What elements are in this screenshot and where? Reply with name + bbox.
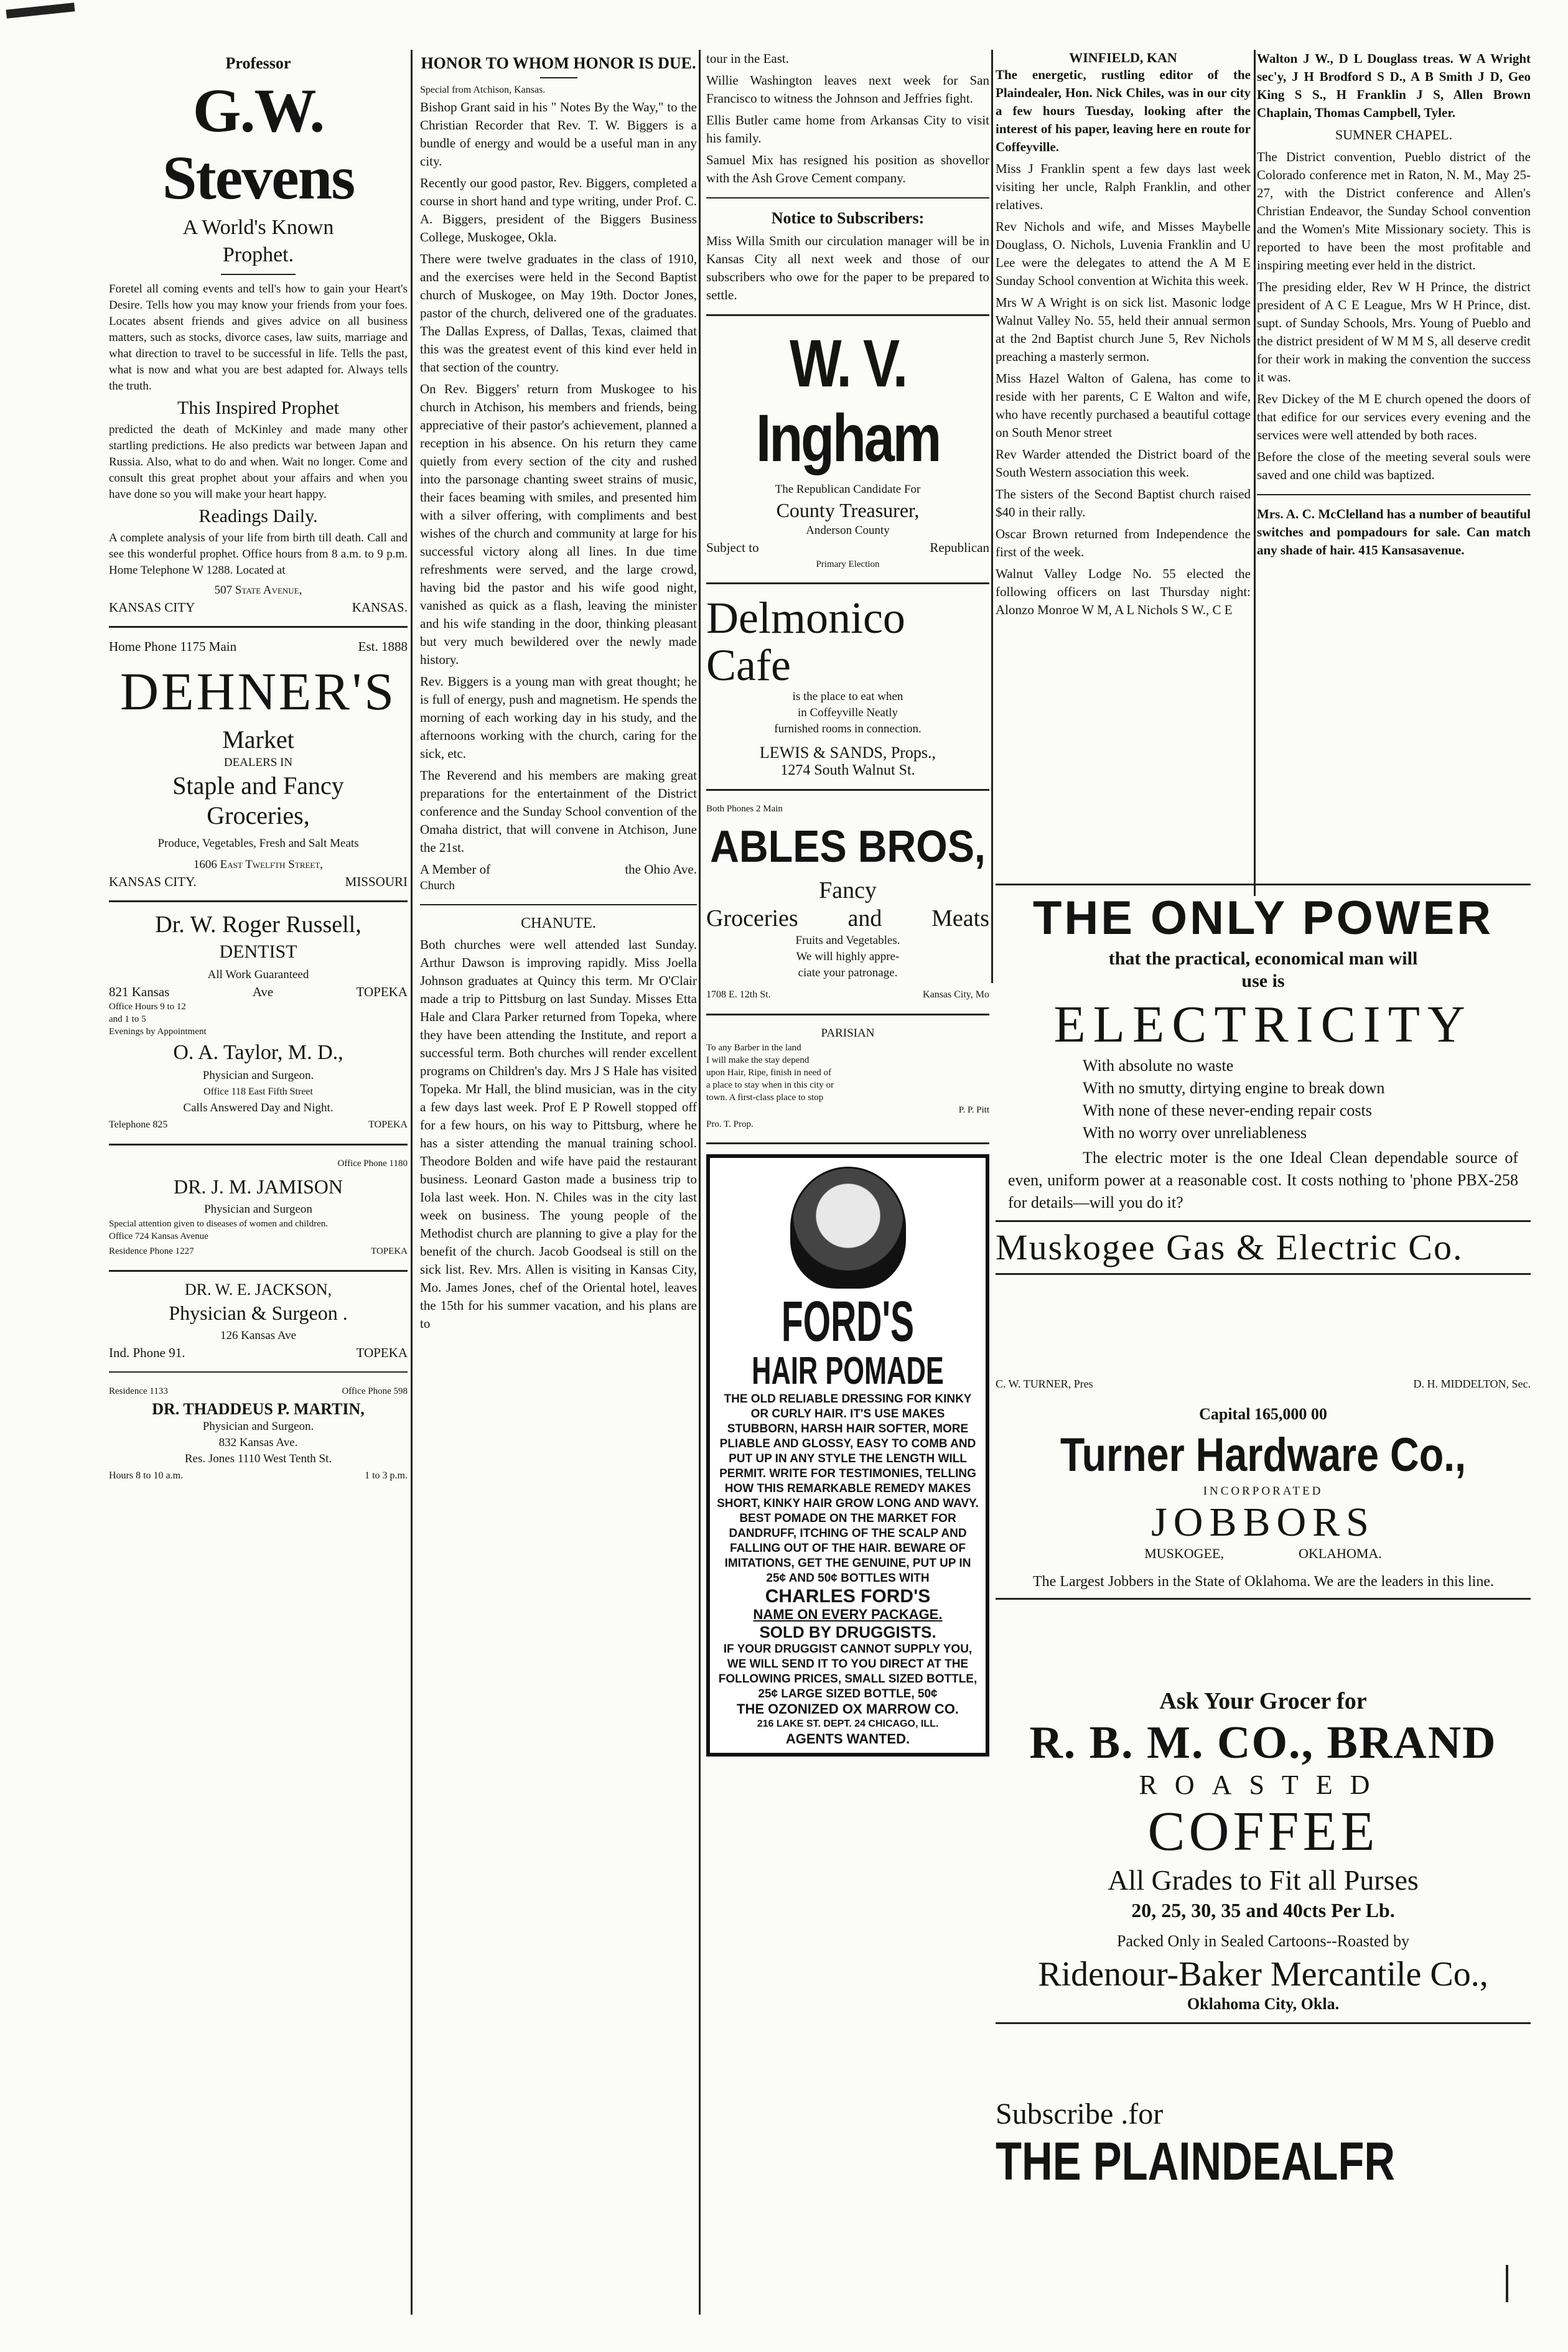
ad-headline: W. V. Ingham <box>755 325 940 475</box>
ad-line: SOLD BY DRUGGISTS. <box>759 1623 936 1641</box>
line-right: Meats <box>931 905 989 931</box>
ad-small-line: Office Hours 9 to 12 <box>109 1002 186 1012</box>
divider <box>706 1142 989 1144</box>
ad-foot: Pro. T. Prop. <box>706 1119 754 1129</box>
ad-small-line: To any Barber in the land <box>706 1043 801 1053</box>
phone-left: Ind. Phone 91. <box>109 1345 185 1360</box>
ad-address: 1606 East Twelfth Street, <box>193 858 324 871</box>
ad-company: Muskogee Gas & Electric Co. <box>996 1227 1463 1267</box>
ad-props: LEWIS & SANDS, Props., <box>759 744 936 762</box>
phone-right: TOPEKA <box>356 1345 408 1360</box>
ad-line: 20, 25, 30, 35 and 40cts Per Lb. <box>1131 1899 1395 1921</box>
ad-headline: R. B. M. CO., BRAND <box>1029 1717 1497 1768</box>
column-rule <box>411 50 413 2315</box>
article-paragraph: Rev Dickey of the M E church opened the doors of that edifice for our services every evening and the services were well attended by both races. <box>1257 391 1531 442</box>
ad-coffee <box>996 1686 1531 2033</box>
ad-headline: ELECTRICITY <box>1053 996 1473 1053</box>
ad-phone <box>109 1344 408 1361</box>
divider <box>706 197 989 198</box>
divider <box>706 1014 989 1015</box>
ad-fords-pomade <box>706 1154 989 1757</box>
ad-list-item: With none of these never-ending repair costs <box>1083 1101 1372 1119</box>
article-paragraph: Bishop Grant said in his " Notes By the Way," to the Christian Recorder that Rev. T. W. Biggers is a bundle of energy and would be a useful man in any city. <box>420 100 697 169</box>
divider <box>996 2022 1531 2024</box>
ad-list-item: With no worry over unreliableness <box>1083 1124 1307 1142</box>
ad-headline: HAIR POMADE <box>752 1350 944 1393</box>
ad-headline: Dr. W. Roger Russell, <box>155 912 362 938</box>
article-headline: HONOR TO WHOM HONOR IS DUE. <box>421 54 696 72</box>
ad-city: Oklahoma City, Okla. <box>1187 1995 1340 2013</box>
ad-line: furnished rooms in connection. <box>774 722 922 735</box>
ad-city <box>996 1546 1531 1562</box>
line-mid: and <box>847 905 882 931</box>
ad-turner-hardware <box>996 1375 1531 1606</box>
topline-right: Est. 1888 <box>358 639 408 654</box>
phone: Residence Phone 1227 <box>109 1246 194 1256</box>
topline-left: Home Phone 1175 Main <box>109 639 237 654</box>
ad-headline: Delmonico <box>706 593 905 643</box>
ad-line: Ask Your Grocer for <box>1159 1688 1367 1714</box>
ad-small-line: a place to stay when in this city or <box>706 1080 834 1090</box>
ad-brand: CHARLES FORD'S <box>765 1586 931 1607</box>
ad-subhead: Physician and Surgeon <box>204 1203 312 1216</box>
ad-body: The Largest Jobbers in the State of Oklahoma. We are the leaders in this line. <box>1033 1574 1494 1590</box>
city-left: KANSAS CITY. <box>109 874 197 889</box>
ad-line: Calls Answered Day and Night. <box>183 1101 334 1114</box>
ad-subhead: Market <box>222 726 294 754</box>
article-paragraph: Both churches were well attended last Sunday. Arthur Dawson is improving rapidly. Miss Joella Johnson graduates at Quincy this term. Mr O'Clair made a trip to Pittsburg on last Sunday. Misses Etta Hale and Clara Parker returned from Topeka, where they have been attending the Institute, and report a successful term. Both churches will render excellent programs on Children's day. Mrs J S Hale has visited Topeka. Mr Hall, the blind musician, was in the city a few days last week. Prof E P Rowell stopped off for a few hours, on his way to Pittsburg, where he has a sister attending the manual training school. Theodore Bolden and wife have paid the restaurant business. Leonard Gaston made a business trip to Iola last week. Hon. N. Chiles was in the city last week on business. The young people of the Methodist church are planning to give a play for the benefit of the church. Jacob Goodseal is still on the sick list. Rev. Mrs. Allen is visiting in Kansas City, Mo. James Jones, chef of the Oriental hotel, leaves the 15th for his summer vacation, and his plans are to <box>420 937 697 1331</box>
notice-headline: Notice to Subscribers: <box>771 209 925 227</box>
article-signoff-church: Church <box>420 879 455 892</box>
scan-artifact <box>6 2 75 18</box>
ad-company: Ridenour-Baker Mercantile Co., <box>1038 1955 1488 1994</box>
ad-stevens <box>109 54 408 616</box>
ad-line: Fruits and Vegetables. <box>795 934 900 947</box>
article-paragraph: Before the close of the meeting several souls were saved and one child was baptized. <box>1257 449 1531 482</box>
ad-subhead: Readings Daily. <box>198 506 318 526</box>
ad-small-line: Office 724 Kansas Avenue <box>109 1231 208 1241</box>
ad-body: Foretel all coming events and tell's how to gain your Heart's Desire. Tells how you may know your friends from your foes. Locates absent friends and gives advice on all business matters, such as stocks, divorce cases, law suits, marriage and what direction to travel to be successful in life. Tells the past, what is now and what you are best adapted for. Always tells the truth. <box>109 282 408 393</box>
article-paragraph: On Rev. Biggers' return from Muskogee to his church in Atchison, his members and friends, being appreciative of their pastor's achievement, planned a reception in his absence. On his return they came quietly from every section of the city and rushed into the parsonage chanting sweet strains of music, their faces beaming with smiles, and presented him with a silver offering, with compliments and best wishes of the church and community at large for his successful victory along all lines. In due time refreshments were served, and the large crowd, having bid the pastor and his wife good night, vanished as quick as a flash, leaving the minister and his wife standing in the door, thinking pleasant but very much bewildered over the newly made history. <box>420 381 697 667</box>
ad-line: in Coffeyville Neatly <box>797 706 898 719</box>
ad-topline: Both Phones 2 Main <box>706 804 783 814</box>
ad-small-line: Evenings by Appointment <box>109 1027 207 1037</box>
ad-subhead: Physician and Surgeon. <box>202 1069 314 1082</box>
ad-headline: FORD'S <box>781 1290 915 1353</box>
ad-headline: DR. W. E. JACKSON, <box>184 1281 332 1299</box>
ad-line: Packed Only in Sealed Cartoons--Roasted by <box>1116 1932 1410 1950</box>
ad-small-line: P. P. Pitt <box>958 1105 989 1115</box>
ad-headline: G.W. Stevens <box>162 76 355 212</box>
scan-artifact <box>1506 2265 1508 2302</box>
article-paragraph: Willie Washington leaves next week for San Francisco to witness the Johnson and Jeffries fight. <box>706 73 989 106</box>
article-paragraph: Rev. Biggers is a young man with great thought; he is full of energy, push and magnetism. He spends the morning of each working day in his study, and the afternoons working with the church, caring for the sick, etc. <box>420 674 697 761</box>
article-paragraph: tour in the East. <box>706 51 789 66</box>
divider <box>109 1371 408 1373</box>
ad-kicker: Professor <box>225 54 291 72</box>
ad-headline: DEHNER'S <box>119 661 397 721</box>
article-headline: WINFIELD, KAN <box>1069 50 1177 65</box>
article-paragraph: Walnut Valley Lodge No. 55 elected the following officers on last Thursday night: Alonzo Monroe W M, A L Nichols S W., C E <box>996 566 1251 617</box>
ad-small-line: town. A first-class place to stop <box>706 1093 824 1103</box>
ad-line: Primary Election <box>816 559 880 569</box>
article-paragraph: Mrs W A Wright is on sick list. Masonic lodge Walnut Valley No. 55, held their annual sermon at the 2nd Baptist church June 5, Rev Nichols preaching a masterly sermon. <box>996 295 1251 364</box>
column-news-center <box>706 50 989 1757</box>
divider <box>109 900 408 902</box>
article-headline: SUMNER CHAPEL. <box>1335 127 1453 142</box>
column-rule <box>1254 50 1256 896</box>
ad-headline: COFFEE <box>1147 1801 1379 1862</box>
column-news-atchison <box>420 50 697 1337</box>
ad-subhead: DENTIST <box>219 941 297 962</box>
ad-address: 507 State Avenue, <box>214 584 302 597</box>
article-dateline: Special from Atchison, Kansas. <box>420 85 546 95</box>
divider <box>221 274 296 275</box>
ad-body: predicted the death of McKinley and made many other startling predictions. He also predicts war between Japan and Russia. Also, what to do and when. Wait no longer. Come and consult this great prophet about your affairs and when you have done so you will make your heart happy. <box>109 423 408 501</box>
divider <box>706 582 989 584</box>
ad-line: All Grades to Fit all Purses <box>1108 1864 1419 1896</box>
ad-headline: THE ONLY POWER <box>1032 892 1494 945</box>
article-paragraph: The presiding elder, Rev W H Prince, the district president of A C E League, Mrs W H Prince, dist. supt. of Sunday Schools, Mrs. Young of Pueblo and the district president of W M M S, all deserve credit for their work in making the convention the success it was. <box>1257 279 1531 385</box>
ad-address: 1274 South Walnut St. <box>780 762 915 778</box>
ad-line: The Republican Candidate For <box>775 483 921 496</box>
article-paragraph: Mrs. A. C. McClelland has a number of beautiful switches and pompadours for sale. Can match any shade of hair. 415 Kansasavenue. <box>1257 506 1531 558</box>
article-paragraph: Miss J Franklin spent a few days last week visiting her uncle, Ralph Franklin, and other relatives. <box>996 161 1251 212</box>
divider <box>420 904 697 905</box>
ad-line: AGENTS WANTED. <box>785 1731 910 1747</box>
notice-body: Miss Willa Smith our circulation manager will be in Kansas City all next week and those of our subscribers who owe for the paper to be prepared to settle. <box>706 233 989 302</box>
topline-left: Residence 1133 <box>109 1386 168 1396</box>
column-news-sumner <box>1257 50 1531 871</box>
divider <box>540 77 577 78</box>
ad-russell <box>109 912 408 1038</box>
ad-headline: DR. J. M. JAMISON <box>173 1175 343 1198</box>
ad-line: We will highly appre- <box>796 950 900 963</box>
divider <box>996 1598 1531 1600</box>
article-paragraph: Ellis Butler came home from Arkansas City to visit his family. <box>706 113 989 146</box>
ad-line: DEALERS IN <box>223 756 293 769</box>
ad-line: County Treasurer, <box>776 499 920 521</box>
divider <box>996 1273 1531 1275</box>
ad-headline: THE PLAINDEALFR <box>996 2132 1396 2191</box>
city-right: KANSAS. <box>352 600 408 615</box>
phone: Telephone 825 <box>109 1119 168 1130</box>
ad-line: Staple and Fancy <box>172 772 344 800</box>
ad-city <box>109 599 408 616</box>
ad-small-line: and 1 to 5 <box>109 1014 146 1024</box>
ad-line: ciate your patronage. <box>798 966 898 979</box>
ad-martin <box>109 1383 408 1485</box>
signoff-right: the Ohio Ave. <box>625 862 697 877</box>
ad-line: is the place to eat when <box>792 690 903 703</box>
ad-line: Res. Jones 1110 West Tenth St. <box>184 1452 332 1465</box>
article-paragraph: Rev Nichols and wife, and Misses Maybelle Douglass, O. Nichols, Luvenia Franklin and U Lee were the delegates to attend the A M E Sunday School convention at Wichita this week. <box>996 219 1251 288</box>
ad-subhead: This Inspired Prophet <box>177 398 339 418</box>
article-paragraph: Rev Warder attended the District board of the South Western association this week. <box>996 447 1251 480</box>
city: TOPEKA <box>368 1119 408 1130</box>
city-right: OKLAHOMA. <box>1298 1546 1382 1561</box>
ad-body: IF YOUR DRUGGIST CANNOT SUPPLY YOU, WE WILL SEND IT TO YOU DIRECT AT THE FOLLOWING PRICES, SMALL SIZED BOTTLE, 25¢ LARGE SIZED BOTTLE, 50¢ <box>718 1643 978 1701</box>
ad-ingham <box>706 326 989 572</box>
ad-dehner <box>109 638 408 890</box>
ad-company: THE OZONIZED OX MARROW CO. <box>737 1701 959 1717</box>
ad-line <box>706 904 989 933</box>
article-signoff <box>420 861 697 878</box>
ad-address: 216 LAKE ST. DEPT. 24 CHICAGO, ILL. <box>757 1719 939 1729</box>
addr-mid: Ave <box>252 984 274 999</box>
ad-headline: O. A. Taylor, M. D., <box>173 1041 343 1064</box>
ad-capital: Capital 165,000 00 <box>1199 1405 1327 1423</box>
addr-right: TOPEKA <box>356 984 408 999</box>
city-left: KANSAS CITY <box>109 600 195 615</box>
ad-electricity <box>996 884 1531 1279</box>
ad-parisian <box>706 1025 989 1132</box>
ad-headline: Cafe <box>706 640 791 690</box>
ad-delmonico <box>706 594 989 779</box>
article-paragraph: The Reverend and his members are making great preparations for the entertainment of the District conference and the Sunday School convention of the Omaha district, that will convene in Atchison, June the 21st. <box>420 768 697 855</box>
column-news-winfield <box>996 50 1251 871</box>
ad-subhead: Physician and Surgeon. <box>202 1420 314 1433</box>
officer-pres: C. W. TURNER, Pres <box>996 1378 1093 1390</box>
ad-small-line: upon Hair, Ripe, finish in need of <box>706 1068 832 1078</box>
ad-line: ROASTED <box>1139 1770 1388 1800</box>
article-headline: CHANUTE. <box>521 915 596 931</box>
ad-topline <box>109 1383 408 1400</box>
city-left: MUSKOGEE, <box>1144 1546 1224 1561</box>
ad-small-line: Special attention given to diseases of women and children. <box>109 1219 328 1229</box>
ad-body: The electric moter is the one Ideal Clean dependable source of even, uniform power at a reasonable cost. It costs nothing to 'phone PBX-258 for details—will you do it? <box>1008 1149 1518 1211</box>
ad-headline: Turner Hardware Co., <box>1060 1429 1467 1482</box>
ad-list-item: With absolute no waste <box>1083 1057 1234 1075</box>
addr-right: Kansas City, Mo <box>923 989 989 1000</box>
line-left: Groceries <box>706 905 798 931</box>
addr-left: 1708 E. 12th St. <box>706 989 771 1000</box>
addr-left: 821 Kansas <box>109 984 170 999</box>
article-paragraph: The energetic, rustling editor of the Plaindealer, Hon. Nick Chiles, was in our city a few hours Tuesday, looking after the interest of his paper, leaving here en route for Coffeyville. <box>996 67 1251 154</box>
ad-subhead: Prophet. <box>222 243 294 266</box>
divider <box>706 789 989 791</box>
topline-right: Office Phone 598 <box>342 1386 408 1396</box>
ad-subhead: A World's Known <box>182 216 334 239</box>
ad-jamison <box>109 1155 408 1260</box>
ad-line <box>109 1116 408 1134</box>
ad-body: A complete analysis of your life from birth till death. Call and see this wonderful prophet. Office hours from 8 a.m. to 9 p.m. Home Telephone W 1288. Located at <box>109 531 408 577</box>
newspaper-page <box>25 19 1543 2333</box>
article-paragraph: The sisters of the Second Baptist church raised $40 in their rally. <box>996 487 1251 520</box>
ad-subhead: that the practical, economical man will use is <box>1108 948 1418 991</box>
ad-line <box>706 539 989 556</box>
ad-headline: DR. THADDEUS P. MARTIN, <box>152 1400 365 1418</box>
ad-line: Office 118 East Fifth Street <box>203 1086 313 1097</box>
ad-headline: PARISIAN <box>821 1027 875 1040</box>
ad-address <box>706 986 989 1004</box>
divider <box>996 884 1531 885</box>
ad-line: NAME ON EVERY PACKAGE. <box>753 1607 943 1622</box>
ad-line: All Work Guaranteed <box>207 968 309 981</box>
article-paragraph: There were twelve graduates in the class of 1910, and the exercises were held in the Second Baptist church of Muskogee, on May 19th. Doctor Jones, pastor of the church, delivered one of the graduates. The Dallas Express, of Dallas, Texas, claimed that this was the greatest event of this kind ever held in that section of the country. <box>420 251 697 375</box>
ad-line: Produce, Vegetables, Fresh and Salt Meats <box>157 837 359 850</box>
ad-ables <box>706 801 989 1004</box>
ad-taylor <box>109 1040 408 1134</box>
line-right: Republican <box>930 540 989 555</box>
ad-line: Anderson County <box>806 524 890 537</box>
ad-small-line <box>109 1243 408 1260</box>
ad-headline: JOBBORS <box>1151 1500 1375 1545</box>
ad-address: 126 Kansas Ave <box>220 1329 297 1342</box>
ad-line: INCORPORATED <box>1203 1485 1323 1498</box>
article-paragraph: Samuel Mix has resigned his position as shovellor with the Ash Grove Cement company. <box>706 152 989 185</box>
article-paragraph: Oscar Brown returned from Independence the first of the week. <box>996 526 1251 559</box>
ad-subhead: Physician & Surgeon . <box>169 1302 348 1324</box>
column-rule <box>699 50 701 2315</box>
city-right: MISSOURI <box>345 874 408 889</box>
ad-body: THE OLD RELIABLE DRESSING FOR KINKY OR CURLY HAIR. IT'S USE MAKES STUBBORN, HARSH HAIR SOFTER, MORE PLIABLE AND GLOSSY, EASY TO COMB AND PUT UP IN ANY STYLE THE LENGTH WILL PERMIT. WRITE FOR TESTIMONIES, TELLING HOW THIS REMARKABLE REMEDY MAKES SHORT, KINKY HAIR GROW LONG AND WAVY. BEST POMADE ON THE MARKET FOR DANDRUFF, ITCHING OF THE SCALP AND FALLING OUT OF THE HAIR. BEWARE OF IMITATIONS, GET THE GENUINE, PUT UP IN 25¢ AND 50¢ BOTTLES WITH <box>717 1393 979 1585</box>
ad-topline <box>109 638 408 655</box>
article-paragraph: Recently our good pastor, Rev. Biggers, completed a course in short hand and type writing, under Prof. C. A. Biggers, president of the Biggers Business College, Muskogee, Okla. <box>420 175 697 245</box>
signoff-left: A Member of <box>420 862 491 877</box>
article-paragraph: Walton J W., D L Douglass treas. W A Wright sec'y, J H Brodford S D., A B Smith J D, Geo King S S., H Franklin J S, Allen Brown Chaplain, Thomas Campbell, Tyler. <box>1257 51 1531 120</box>
ad-hours <box>109 1467 408 1485</box>
hours-right: 1 to 3 p.m. <box>365 1470 408 1481</box>
divider <box>706 314 989 316</box>
ad-city <box>109 873 408 890</box>
ad-line: Fancy <box>819 877 877 903</box>
ad-line: Groceries, <box>207 801 310 829</box>
ad-address <box>109 983 408 1001</box>
officer-sec: D. H. MIDDELTON, Sec. <box>1413 1378 1531 1390</box>
divider <box>109 626 408 628</box>
ad-address: 832 Kansas Ave. <box>218 1436 298 1449</box>
ad-small-line: I will make the stay depend <box>706 1055 810 1065</box>
city: TOPEKA <box>371 1246 408 1256</box>
ad-list-item: With no smutty, dirtying engine to break down <box>1083 1079 1385 1097</box>
divider <box>109 1270 408 1272</box>
ad-headline: ABLES BROS, <box>710 822 986 872</box>
article-paragraph: The District convention, Pueblo district of the Colorado conference met in Raton, N. M., May 25-27, with the District conference and Allen's Christian Endeavor, the Sunday School convention and the Women's Mite Missionary society. This is reported to have been the most profitable and inspiring meeting ever held in the district. <box>1257 149 1531 273</box>
divider <box>109 1144 408 1146</box>
divider <box>1257 494 1531 495</box>
column-rule <box>991 50 993 983</box>
portrait-illustration <box>790 1167 906 1289</box>
ad-subscribe <box>996 2097 1531 2191</box>
ad-officers <box>996 1375 1531 1393</box>
hours-left: Hours 8 to 10 a.m. <box>109 1470 184 1481</box>
line-left: Subject to <box>706 540 759 555</box>
ad-line: Subscribe .for <box>996 2098 1164 2130</box>
ad-jackson <box>109 1282 408 1361</box>
divider <box>996 1220 1531 1222</box>
ad-topline: Office Phone 1180 <box>337 1159 408 1169</box>
article-paragraph: Miss Hazel Walton of Galena, has come to reside with her parents, C E Walton and wife, who have recently purchased a beautiful cottage on South Menor street <box>996 371 1251 440</box>
column-ads-left <box>109 50 408 1485</box>
